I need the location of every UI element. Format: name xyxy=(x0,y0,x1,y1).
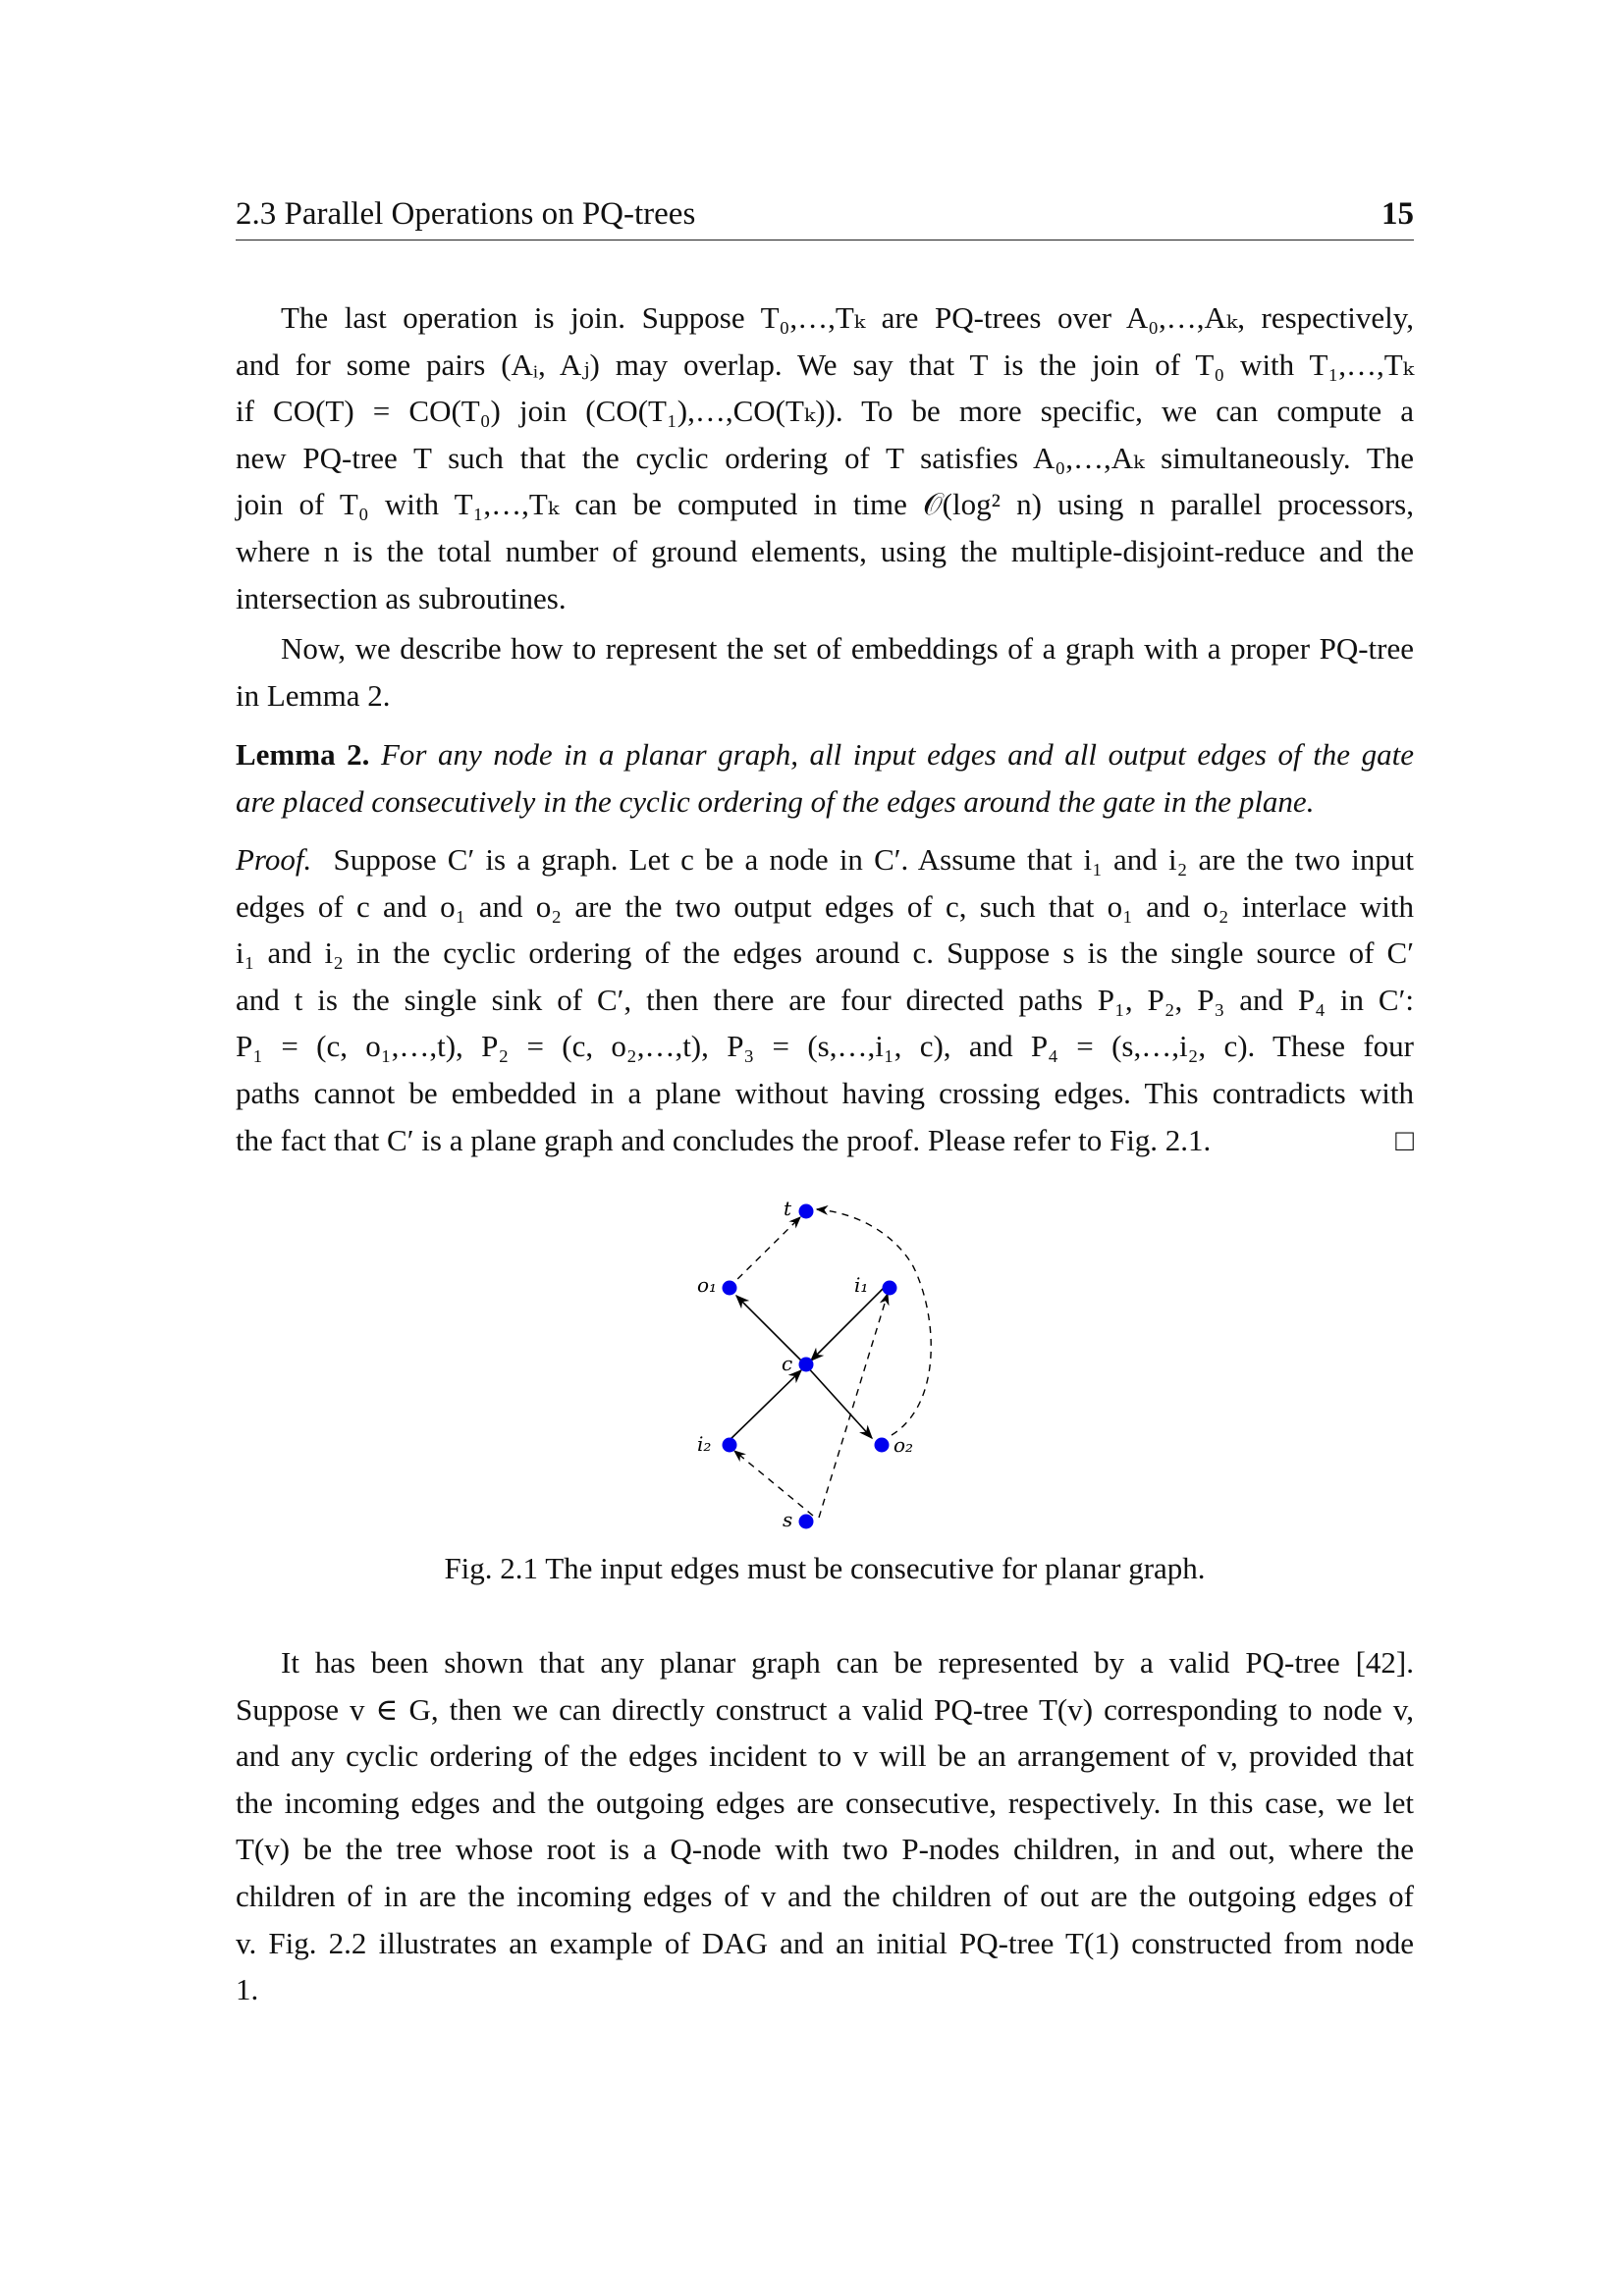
label-i2: i₂ xyxy=(697,1432,712,1456)
proof-line: and t is the single sink of C′, then there are four directed paths P₁, P₂, P₃ and P₄ in C′: xyxy=(236,982,1414,1017)
edge-s-i1 xyxy=(819,1294,888,1518)
paragraph-planar xyxy=(236,1639,1414,2013)
label-i1: i₁ xyxy=(854,1273,869,1297)
node-i1 xyxy=(883,1281,897,1296)
proof-text: Suppose C′ is a graph. Let c be a node in C′. Assume that i₁ and i₂ are the two input xyxy=(333,842,1414,877)
text-line: intersection as subroutines. xyxy=(236,580,567,615)
proof-text: the fact that C′ is a plane graph and concludes the proof. Please refer to Fig. 2.1. xyxy=(236,1122,1212,1157)
edge-o1-t xyxy=(729,1217,800,1288)
text-line: 1. xyxy=(236,1972,259,2007)
proof-line: P₁ = (c, o₁,…,t), P₂ = (c, o₂,…,t), P₃ = (s,…,i₁, c), and P₄ = (s,…,i₂, c). These four xyxy=(236,1029,1414,1064)
text-line: It has been shown that any planar graph can be represented by a valid PQ-tree [42]. xyxy=(281,1645,1414,1680)
lemma-2 xyxy=(236,731,1414,825)
proof xyxy=(236,836,1414,1163)
text-line: and any cyclic ordering of the edges incident to v will be an arrangement of v, provided that xyxy=(236,1738,1414,1774)
lemma-statement: For any node in a planar graph, all input edges and all output edges of the gate xyxy=(380,737,1415,772)
text-line: T(v) be the tree whose root is a Q-node with two P-nodes children, in and out, where the xyxy=(236,1832,1414,1867)
proof-line xyxy=(236,836,1414,883)
proof-line xyxy=(236,1117,1414,1164)
proof-line: paths cannot be embedded in a plane without having crossing edges. This contradicts with xyxy=(236,1075,1414,1110)
paragraph-embeddings xyxy=(236,625,1414,719)
text-line: children of in are the incoming edges of v and the children of out are the outgoing edges of xyxy=(236,1878,1414,1913)
text-line: Suppose v ∈ G, then we can directly construct a valid PQ-tree T(v) corresponding to node v, xyxy=(236,1691,1414,1727)
text-line: v. Fig. 2.2 illustrates an example of DAG and an initial PQ-tree T(1) constructed from node xyxy=(236,1925,1414,1960)
label-o2: o₂ xyxy=(893,1433,914,1457)
text-line: The last operation is join. Suppose T₀,…,Tₖ are PQ-trees over A₀,…,Aₖ, respectively, xyxy=(281,300,1414,335)
edge-i2-c xyxy=(727,1370,801,1443)
edge-s-i2 xyxy=(734,1451,813,1516)
text-line: in Lemma 2. xyxy=(236,677,391,713)
text-line: new PQ-tree T such that the cyclic ordering of T satisfies A₀,…,Aₖ simultaneously. The xyxy=(236,440,1414,475)
figure-2-1-graph xyxy=(628,1178,1001,1551)
node-c xyxy=(799,1358,814,1372)
node-o1 xyxy=(723,1281,737,1296)
proof-line: i₁ and i₂ in the cyclic ordering of the edges around c. Suppose s is the single source of C′ xyxy=(236,935,1414,971)
lemma-line xyxy=(236,731,1414,778)
text-line: Now, we describe how to represent the set of embeddings of a graph with a proper PQ-tree xyxy=(281,631,1414,666)
qed-symbol: □ xyxy=(1395,1122,1414,1157)
text-line: and for some pairs (Aᵢ, Aⱼ) may overlap. We say that T is the join of T₀ with T₁,…,Tₖ xyxy=(236,347,1414,382)
label-t: t xyxy=(784,1197,792,1220)
text-line: if CO(T) = CO(T₀) join (CO(T₁),…,CO(Tₖ)). To be more specific, we can compute a xyxy=(236,394,1414,429)
edge-c-o1 xyxy=(736,1296,805,1364)
edge-c-o2 xyxy=(805,1364,872,1438)
edge-i1-c xyxy=(811,1288,884,1361)
text-line: where n is the total number of ground elements, using the multiple-disjoint-reduce and the xyxy=(236,533,1414,568)
node-t xyxy=(799,1204,814,1219)
text-line: join of T₀ with T₁,…,Tₖ can be computed in time 𝒪(log² n) using n parallel processors, xyxy=(236,487,1414,522)
label-o1: o₁ xyxy=(697,1273,718,1297)
label-c: c xyxy=(782,1352,793,1375)
node-o2 xyxy=(875,1438,890,1453)
lemma-line: are placed consecutively in the cyclic ordering of the edges around the gate in the plane. xyxy=(236,783,1315,819)
lemma-heading: Lemma 2. xyxy=(236,737,370,772)
node-i2 xyxy=(723,1438,737,1453)
node-s xyxy=(799,1515,814,1529)
section-title: 2.3 Parallel Operations on PQ-trees xyxy=(236,196,696,232)
proof-heading: Proof. xyxy=(236,842,312,877)
figure-caption: Fig. 2.1 The input edges must be consecutive for planar graph. xyxy=(444,1551,1206,1585)
page-number: 15 xyxy=(1381,196,1414,232)
edge-o2-t xyxy=(817,1209,931,1435)
proof-line: edges of c and o₁ and o₂ are the two output edges of c, such that o₁ and o₂ interlace with xyxy=(236,888,1414,924)
paragraph-join xyxy=(236,294,1414,621)
running-header xyxy=(236,194,1414,240)
text-line: the incoming edges and the outgoing edges are consecutive, respectively. In this case, we let xyxy=(236,1785,1414,1820)
label-s: s xyxy=(783,1508,793,1531)
